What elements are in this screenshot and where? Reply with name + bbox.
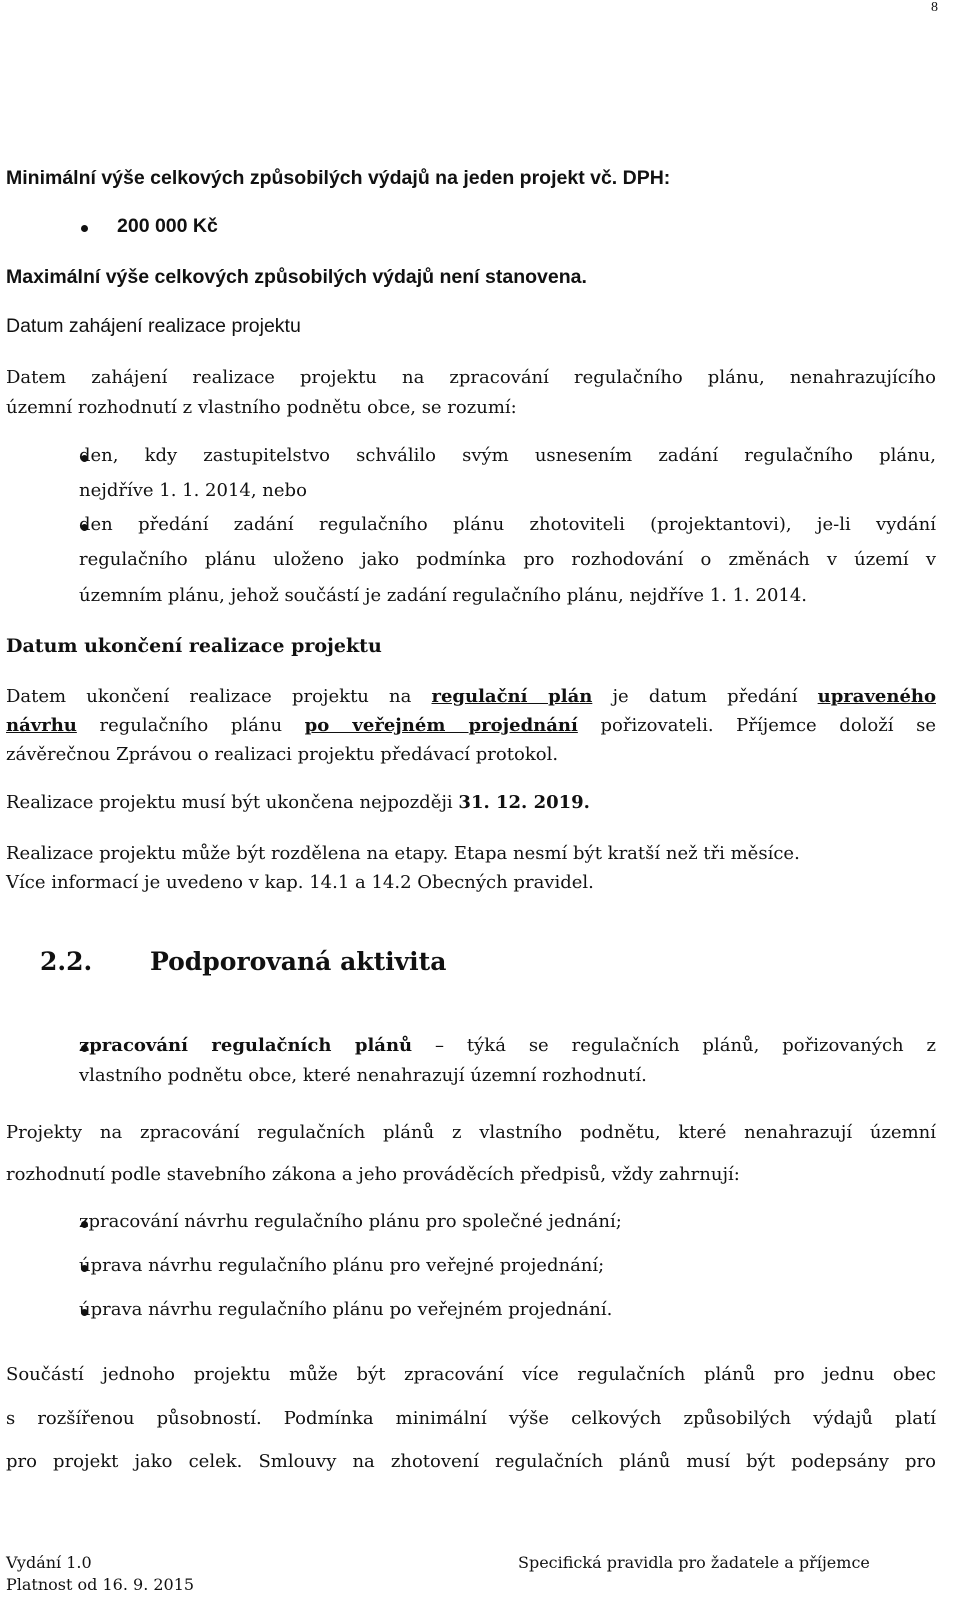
end-date-heading: Datum ukončení realizace projektu: [6, 635, 382, 657]
activity-bullet-line: vlastního podnětu obce, které nenahrazují územní rozhodnutí.: [79, 1065, 647, 1086]
modified-draft-emphasis: upraveného: [817, 686, 936, 707]
page-number: 8: [931, 0, 938, 15]
list-item: úprava návrhu regulačního plánu pro veřejné projednání;: [79, 1255, 605, 1276]
end-paragraph-line: závěrečnou Zprávou o realizaci projektu předávací protokol.: [6, 744, 559, 765]
footer-edition: Vydání 1.0: [6, 1553, 92, 1572]
min-expense-title: Minimální výše celkových způsobilých výdajů na jeden projekt vč. DPH:: [6, 167, 671, 189]
deadline-line: Realizace projektu musí být ukončena nejpozději 31. 12. 2019.: [6, 792, 590, 813]
start-date-heading: Datum zahájení realizace projektu: [6, 315, 301, 337]
activity-name: zpracování regulačních plánů: [79, 1035, 413, 1056]
start-paragraph-line: Datem zahájení realizace projektu na zpracování regulačního plánu, nenahrazujícího: [6, 367, 936, 388]
projects-paragraph-line: Projekty na zpracování regulačních plánů z vlastního podnětu, které nenahrazují územní: [6, 1122, 936, 1143]
end-paragraph-line: návrhu regulačního plánu po veřejném projednání pořizovateli. Příjemce doloží se: [6, 715, 937, 736]
start-bullet-line: nejdříve 1. 1. 2014, nebo: [79, 480, 307, 501]
final-paragraph-line: s rozšířenou působností. Podmínka minimální výše celkových způsobilých výdajů platí: [6, 1408, 936, 1429]
section-title: Podporovaná aktivita: [150, 947, 447, 976]
section-number: 2.2.: [40, 947, 93, 976]
deadline-date: 31. 12. 2019.: [458, 792, 590, 813]
final-paragraph-line: Součástí jednoho projektu může být zpracování více regulačních plánů pro jednu obec: [6, 1364, 936, 1385]
list-item: zpracování návrhu regulačního plánu pro společné jednání;: [79, 1211, 622, 1232]
start-bullet-line: regulačního plánu uloženo jako podmínka pro rozhodování o změnách v území v: [79, 549, 936, 570]
max-expense-note: Maximální výše celkových způsobilých výdajů není stanovena.: [6, 266, 587, 288]
footer-document-title: Specifická pravidla pro žadatele a příjemce: [518, 1553, 870, 1572]
footer-valid-from: Platnost od 16. 9. 2015: [6, 1575, 195, 1594]
start-bullet-line: den předání zadání regulačního plánu zhotoviteli (projektantovi), je-li vydání: [79, 514, 936, 535]
activity-bullet-line: zpracování regulačních plánů – týká se regulačních plánů, pořizovaných z: [79, 1035, 936, 1056]
final-paragraph-line: pro projekt jako celek. Smlouvy na zhotovení regulačních plánů musí být podepsány pro: [6, 1451, 936, 1472]
projects-paragraph-line: rozhodnutí podle stavebního zákona a jeho prováděcích předpisů, vždy zahrnují:: [6, 1164, 740, 1185]
etapy-line: Realizace projektu může být rozdělena na etapy. Etapa nesmí být kratší než tři měsíce.: [6, 843, 800, 864]
list-item: úprava návrhu regulačního plánu po veřejném projednání.: [79, 1299, 613, 1320]
etapy-line: Více informací je uvedeno v kap. 14.1 a 14.2 Obecných pravidel.: [6, 872, 594, 893]
start-paragraph-line: územní rozhodnutí z vlastního podnětu obce, se rozumí:: [6, 397, 517, 418]
bullet-dot: [81, 225, 88, 232]
end-paragraph-line: Datem ukončení realizace projektu na regulační plán je datum předání upraveného: [6, 686, 936, 707]
min-expense-value: 200 000 Kč: [117, 215, 218, 237]
public-hearing-emphasis: po veřejném projednání: [304, 715, 578, 736]
regulation-plan-emphasis: regulační plán: [431, 686, 593, 707]
start-bullet-line: den, kdy zastupitelstvo schválilo svým usnesením zadání regulačního plánu,: [79, 445, 936, 466]
start-bullet-line: územním plánu, jehož součástí je zadání regulačního plánu, nejdříve 1. 1. 2014.: [79, 585, 808, 606]
